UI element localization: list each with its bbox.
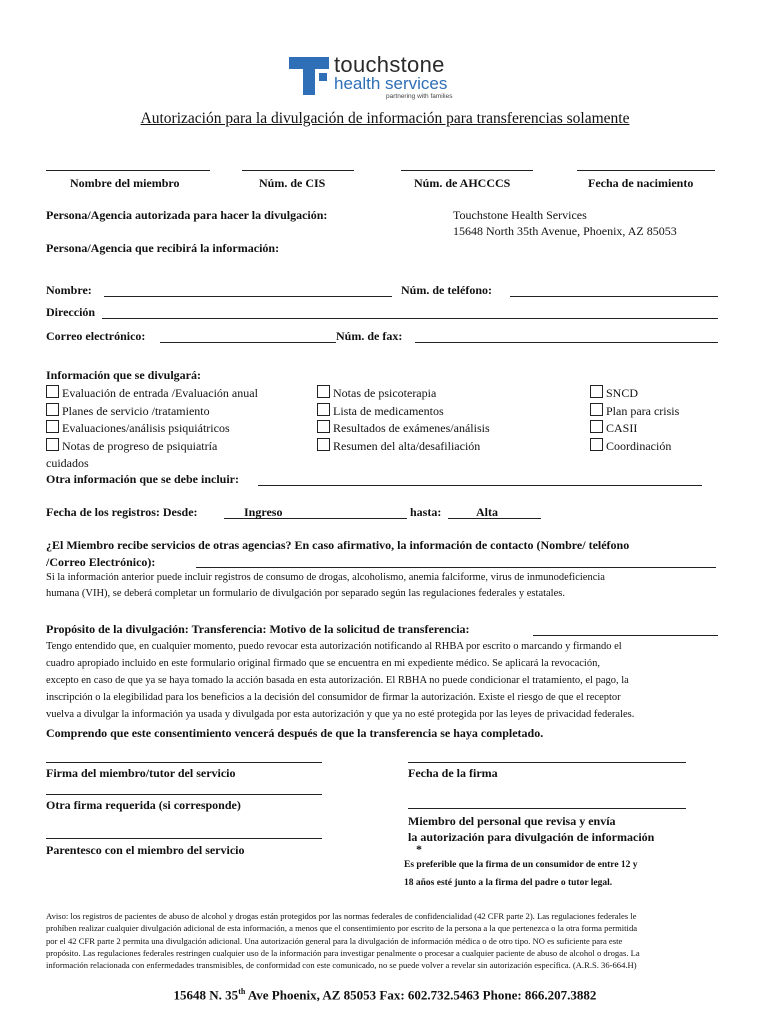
info-option[interactable]: Resultados de exámenes/análisis (317, 420, 490, 438)
staff-signature-label: Miembro del personal que revisa y envía (408, 814, 616, 828)
info-option[interactable]: Evaluaciones/análisis psiquiátricos (46, 420, 258, 438)
cis-line[interactable] (242, 170, 354, 171)
ahcccs-label: Núm. de AHCCCS (414, 176, 511, 190)
recipient-address-line[interactable] (102, 318, 718, 319)
footer-contact: 15648 N. 35th Ave Phoenix, AZ 85053 Fax: 602.732.5463 Phone: 866.207.3882 (173, 987, 597, 1003)
purpose-text: Tengo entendido que, en cualquier momento, puedo revocar esta autorización notificando al RHBA por escrito o marcando y firmando el cuadro apropiado incluido en este formulario original firmado que se encuentra en mi expediente médico. Se aplicará la revocación, excepto en caso de que ya se haya tomado la acción basada en esta autorización. El RBHA no puede condicionar el tratamiento, el pago, la inscripción o la elegibilidad para los beneficios a la decisión del consumidor de firmar la autorización. Existe el riesgo de que el receptor vuelva a divulgar la información ya usada y divulgada por esta autorización y que ya no esté protegida por las leyes de privacidad federales. (46, 641, 635, 720)
checkbox[interactable] (317, 438, 330, 451)
other-info-line[interactable] (258, 485, 702, 486)
recipient-name-label: Nombre: (46, 283, 92, 297)
checkbox[interactable] (590, 438, 603, 451)
recipient-phone-label: Núm. de teléfono: (401, 283, 492, 297)
authorized-address: 15648 North 35th Avenue, Phoenix, AZ 85053 (453, 224, 677, 238)
relation-line[interactable] (46, 838, 322, 839)
checkbox[interactable] (590, 403, 603, 416)
info-option-continuation: cuidados (46, 456, 89, 470)
staff-signature-label-cont: la autorización para divulgación de información (408, 830, 655, 844)
recipient-email-label: Correo electrónico: (46, 329, 146, 343)
dates-to-label: hasta: (410, 505, 442, 519)
signature-date-label: Fecha de la firma (408, 766, 498, 780)
logo-mark-icon (289, 57, 329, 97)
checkbox[interactable] (317, 420, 330, 433)
checkbox[interactable] (317, 403, 330, 416)
logo-name-bottom: health services (334, 74, 448, 93)
other-signature-label: Otra firma requerida (si corresponde) (46, 798, 241, 812)
dates-label: Fecha de los registros: Desde: (46, 505, 198, 519)
info-col1 (46, 385, 258, 473)
checkbox[interactable] (317, 385, 330, 398)
ahcccs-line[interactable] (401, 170, 533, 171)
info-option[interactable]: Coordinación (590, 438, 679, 456)
authorized-org: Touchstone Health Services (453, 208, 587, 222)
checkbox[interactable] (46, 420, 59, 433)
info-option[interactable]: SNCD (590, 385, 679, 403)
minor-signature-note-cont: 18 años esté junto a la firma del padre o tutor legal. (404, 878, 613, 888)
dates-from-value: Ingreso (244, 505, 283, 519)
relation-label: Parentesco con el miembro del servicio (46, 843, 245, 857)
info-col2 (317, 385, 490, 455)
info-option[interactable]: Notas de progreso de psiquiatría (46, 438, 258, 456)
info-option[interactable]: Planes de servicio /tratamiento (46, 403, 258, 421)
member-signature-line[interactable] (46, 762, 322, 763)
confidentiality-notice: Aviso: los registros de pacientes de abuso de alcohol y drogas están protegidos por las normas federales de confidencialidad (42 CFR parte 2). Las regulaciones federales le prohíben realizar cualquier divulgación adicional de esta información, a menos que el consentimiento por escrito de la persona a la que pertenezca o la otra forma permitida por el 42 CFR parte 2 permita una divulgación adicional. Una autorización general para la divulgación de información médica o de otro tipo. NO es suficiente para este propósito. Las regulaciones federales restringen cualquier uso de la información para investigar penalmente o procesar a cualquier paciente de abuso de alcohol o drogas. La información relacionada con enfermedades transmisibles, de conformidad con este comunicado, no se puede volver a revelar sin autorización específica. (A.R.S. 36-664.H) (46, 911, 640, 971)
member-name-label: Nombre del miembro (70, 176, 180, 190)
recipient-label: Persona/Agencia que recibirá la información: (46, 241, 280, 255)
dob-line[interactable] (577, 170, 715, 171)
checkbox[interactable] (590, 420, 603, 433)
info-option[interactable]: CASII (590, 420, 679, 438)
info-option[interactable]: Notas de psicoterapia (317, 385, 490, 403)
dates-to-value: Alta (476, 505, 498, 519)
consent-statement: Comprendo que este consentimiento vencerá después de que la transferencia se haya completado. (46, 726, 544, 740)
authorized-label: Persona/Agencia autorizada para hacer la divulgación: (46, 208, 328, 222)
signature-date-line[interactable] (408, 762, 686, 763)
info-option[interactable]: Evaluación de entrada /Evaluación anual (46, 385, 258, 403)
checkbox[interactable] (590, 385, 603, 398)
info-option[interactable]: Lista de medicamentos (317, 403, 490, 421)
recipient-name-line[interactable] (104, 296, 392, 297)
info-option[interactable]: Resumen del alta/desafiliación (317, 438, 490, 456)
other-agencies-note-cont: humana (VIH), se deberá completar un formulario de divulgación por separado según las regulaciones federales y estatales. (46, 588, 565, 599)
checkbox[interactable] (46, 385, 59, 398)
purpose-label: Propósito de la divulgación: Transferencia: Motivo de la solicitud de transferencia: (46, 622, 470, 636)
other-agencies-question: ¿El Miembro recibe servicios de otras agencias? En caso afirmativo, la información de contacto (Nombre/ teléfono (46, 538, 630, 552)
staff-signature-asterisk: * (416, 842, 422, 856)
checkbox[interactable] (46, 438, 59, 451)
cis-label: Núm. de CIS (259, 176, 326, 190)
member-name-line[interactable] (46, 170, 210, 171)
other-agencies-line[interactable] (196, 567, 716, 568)
recipient-fax-line[interactable] (415, 342, 718, 343)
info-col3 (590, 385, 679, 455)
recipient-fax-label: Núm. de fax: (336, 329, 403, 343)
dob-label: Fecha de nacimiento (588, 176, 694, 190)
logo-tagline: partnering with families (386, 93, 453, 100)
purpose-line[interactable] (533, 635, 718, 636)
logo-name-top: touchstone (334, 52, 445, 77)
info-option[interactable]: Plan para crisis (590, 403, 679, 421)
other-signature-line[interactable] (46, 794, 322, 795)
staff-signature-line[interactable] (408, 808, 686, 809)
recipient-address-label: Dirección (46, 305, 96, 319)
member-signature-label: Firma del miembro/tutor del servicio (46, 766, 236, 780)
info-heading: Información que se divulgará: (46, 368, 202, 382)
recipient-phone-line[interactable] (510, 296, 718, 297)
minor-signature-note: Es preferible que la firma de un consumidor de entre 12 y (404, 860, 638, 870)
other-agencies-question-cont: /Correo Electrónico): (46, 555, 156, 569)
other-agencies-note: Si la información anterior puede incluir registros de consumo de drogas, alcoholismo, anemia falciforme, virus de inmunodeficiencia (46, 572, 605, 583)
other-info-label: Otra información que se debe incluir: (46, 472, 239, 486)
page-title: Autorización para la divulgación de información para transferencias solamente (140, 110, 630, 127)
recipient-email-line[interactable] (160, 342, 336, 343)
checkbox[interactable] (46, 403, 59, 416)
